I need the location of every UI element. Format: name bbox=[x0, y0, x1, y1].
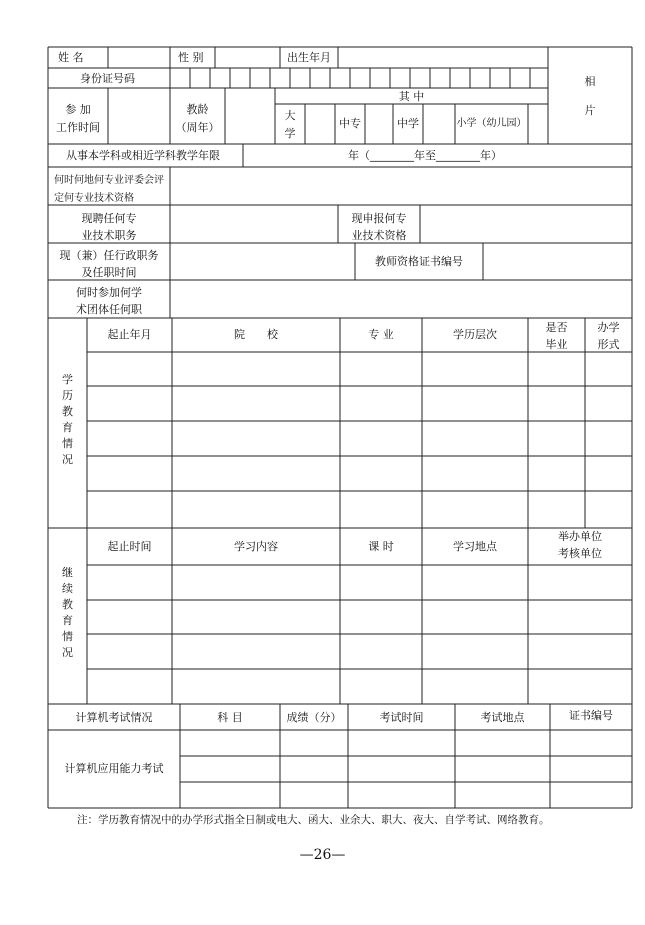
college-label: 大 学 bbox=[284, 109, 296, 140]
current-post-label: 现聘任何专 业技术职务 bbox=[81, 212, 137, 243]
admin-post-label: 现（兼）任行政职务 及任职时间 bbox=[59, 249, 159, 280]
apply-qualification-label: 现申报何专 业技术资格 bbox=[351, 212, 407, 243]
work-time-label: 参 加 工作时间 bbox=[56, 103, 100, 134]
tech-school-label: 中专 bbox=[339, 117, 361, 130]
page-number: —26— bbox=[299, 847, 346, 863]
edu-header-major: 专 业 bbox=[368, 328, 394, 341]
cont-header-hours: 课 时 bbox=[368, 540, 394, 553]
teacher-cert-label: 教师资格证书编号 bbox=[375, 255, 463, 268]
photo-label: 相 片 bbox=[584, 75, 596, 117]
edu-header-level: 学历层次 bbox=[453, 328, 497, 341]
edu-header-form: 办学 形式 bbox=[597, 321, 620, 352]
edu-header-school: 院 校 bbox=[234, 328, 278, 341]
primary-school-label: 小学（幼儿园） bbox=[456, 118, 527, 129]
cont-header-period: 起止时间 bbox=[107, 540, 152, 553]
computer-exam-label: 计算机考试情况 bbox=[75, 711, 153, 724]
middle-school-label: 中学 bbox=[397, 117, 419, 130]
among-label: 其 中 bbox=[398, 90, 425, 103]
edu-header-graduated: 是否 毕业 bbox=[545, 321, 568, 352]
cont-header-organizer: 举办单位 考核单位 bbox=[558, 530, 602, 561]
edu-header-period: 起止年月 bbox=[107, 328, 152, 341]
subject-years-label: 从事本学科或相近学科教学年限 bbox=[66, 149, 220, 162]
comp-header-location: 考试地点 bbox=[480, 711, 525, 724]
comp-header-subject: 科 目 bbox=[217, 711, 243, 724]
teaching-period: 年（________年至________年） bbox=[348, 149, 502, 162]
cont-header-content: 学习内容 bbox=[234, 540, 278, 553]
footnote: 注：学历教育情况中的办学形式指全日制或电大、函大、业余大、职大、夜大、自学考试、网络教育。 bbox=[77, 814, 550, 826]
education-section-label: 学 历 教 育 情 况 bbox=[62, 373, 73, 466]
cont-header-location: 学习地点 bbox=[453, 540, 497, 553]
comp-header-time: 考试时间 bbox=[379, 711, 424, 724]
name-label: 姓 名 bbox=[58, 51, 84, 64]
comp-header-score: 成绩（分） bbox=[286, 711, 342, 724]
gender-label: 性 别 bbox=[178, 51, 204, 64]
computer-ability-label: 计算机应用能力考试 bbox=[64, 762, 164, 775]
teach-age-label: 教龄 （周年） bbox=[175, 103, 220, 134]
society-label: 何时参加何学 术团体任何职 bbox=[76, 286, 142, 317]
comp-header-cert-no: 证书编号 bbox=[569, 709, 613, 722]
id-number-label: 身份证号码 bbox=[80, 72, 135, 85]
birth-label: 出生年月 bbox=[287, 51, 331, 64]
qualification-label: 何时何地何专业评委会评 定何专业技术资格 bbox=[54, 175, 164, 204]
continuing-section-label: 继 续 教 育 情 况 bbox=[62, 566, 73, 659]
